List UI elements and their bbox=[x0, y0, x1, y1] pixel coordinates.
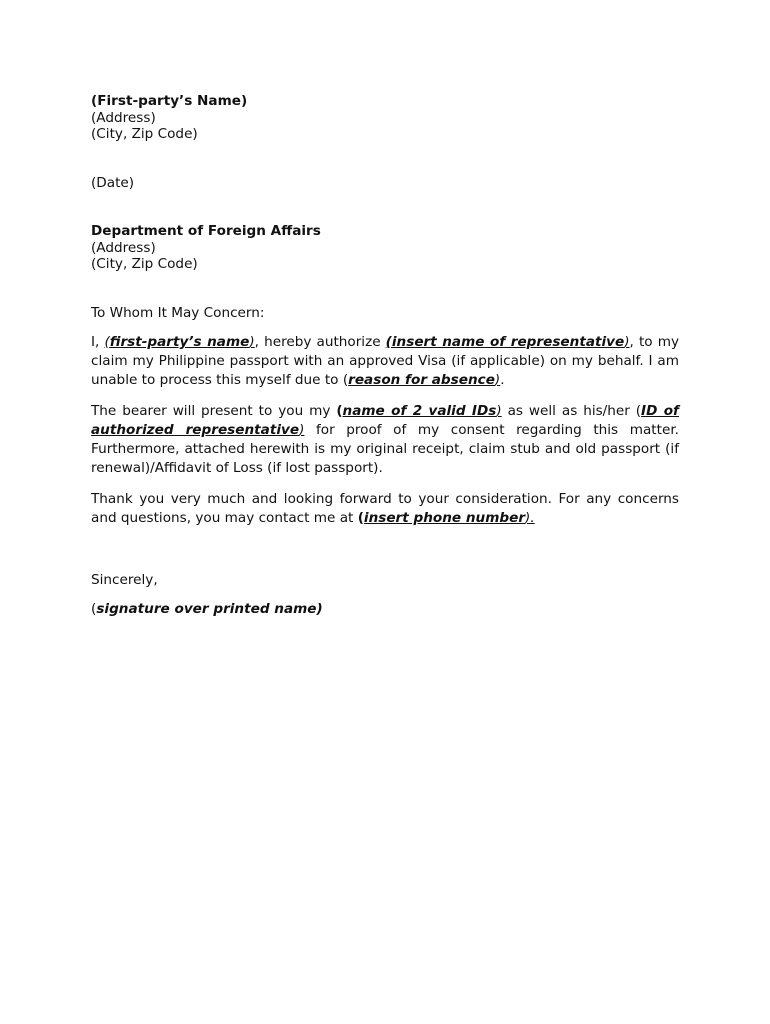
sender-address: (Address) bbox=[91, 109, 156, 126]
closing: Sincerely, bbox=[91, 572, 158, 588]
paragraph-ids bbox=[91, 402, 679, 478]
para1-paren-open: ( bbox=[104, 334, 110, 350]
para1-paren-close: ) bbox=[249, 334, 255, 350]
para2-paren-open: ( bbox=[336, 403, 343, 419]
para3-paren-close: ). bbox=[525, 510, 535, 526]
reason-for-absence-placeholder: reason for absence bbox=[348, 372, 495, 388]
para1-paren2-close: ) bbox=[624, 334, 630, 350]
recipient-address: (Address) bbox=[91, 239, 156, 256]
sender-city-zip: (City, Zip Code) bbox=[91, 126, 198, 142]
salutation: To Whom It May Concern: bbox=[91, 304, 265, 321]
para2-paren2-close: ) bbox=[299, 422, 305, 438]
phone-number-placeholder: insert phone number bbox=[363, 510, 526, 526]
para2-paren-close: ) bbox=[496, 403, 502, 419]
paragraph-authorization bbox=[91, 333, 679, 390]
valid-ids-placeholder: name of 2 valid IDs bbox=[342, 403, 497, 419]
para1-text-4: . bbox=[500, 372, 505, 388]
para1-paren3-close: ) bbox=[494, 372, 501, 388]
para1-text-1: I, bbox=[91, 334, 105, 350]
para3-paren-open: ( bbox=[357, 510, 364, 526]
recipient-city-zip: (City, Zip Code) bbox=[91, 256, 198, 272]
para2-text-2: as well as his/her ( bbox=[501, 403, 642, 419]
representative-name-placeholder: (insert name of representative bbox=[385, 334, 625, 350]
signature-placeholder: signature over printed name) bbox=[96, 600, 323, 617]
letter-page bbox=[91, 93, 679, 617]
signature-paren-open: ( bbox=[91, 600, 97, 617]
recipient-name: Department of Foreign Affairs bbox=[91, 223, 321, 239]
para2-text-1: The bearer will present to you my bbox=[91, 403, 337, 419]
signature-line bbox=[91, 601, 679, 618]
representative-id-placeholder: ID of authorized representative bbox=[91, 403, 679, 438]
para3-text-1: Thank you very much and looking forward to your consideration. For any concerns and questions, you may contact me at bbox=[91, 491, 679, 526]
para2-text-3: for proof of my consent regarding this matter. Furthermore, attached herewith is my original receipt, claim stub and old passport (if renewal)/Affidavit of Loss (if lost passport). bbox=[91, 422, 679, 476]
sender-name: (First-party’s Name) bbox=[91, 93, 248, 109]
para1-text-2: , hereby authorize bbox=[254, 334, 386, 350]
para1-text-3: , to my claim my Philippine passport with an approved Visa (if applicable) on my behalf. I am unable to process this myself due to ( bbox=[91, 334, 679, 388]
first-party-name-placeholder: first-party’s name bbox=[109, 334, 250, 350]
letter-date: (Date) bbox=[91, 174, 135, 191]
paragraph-thanks bbox=[91, 490, 679, 528]
